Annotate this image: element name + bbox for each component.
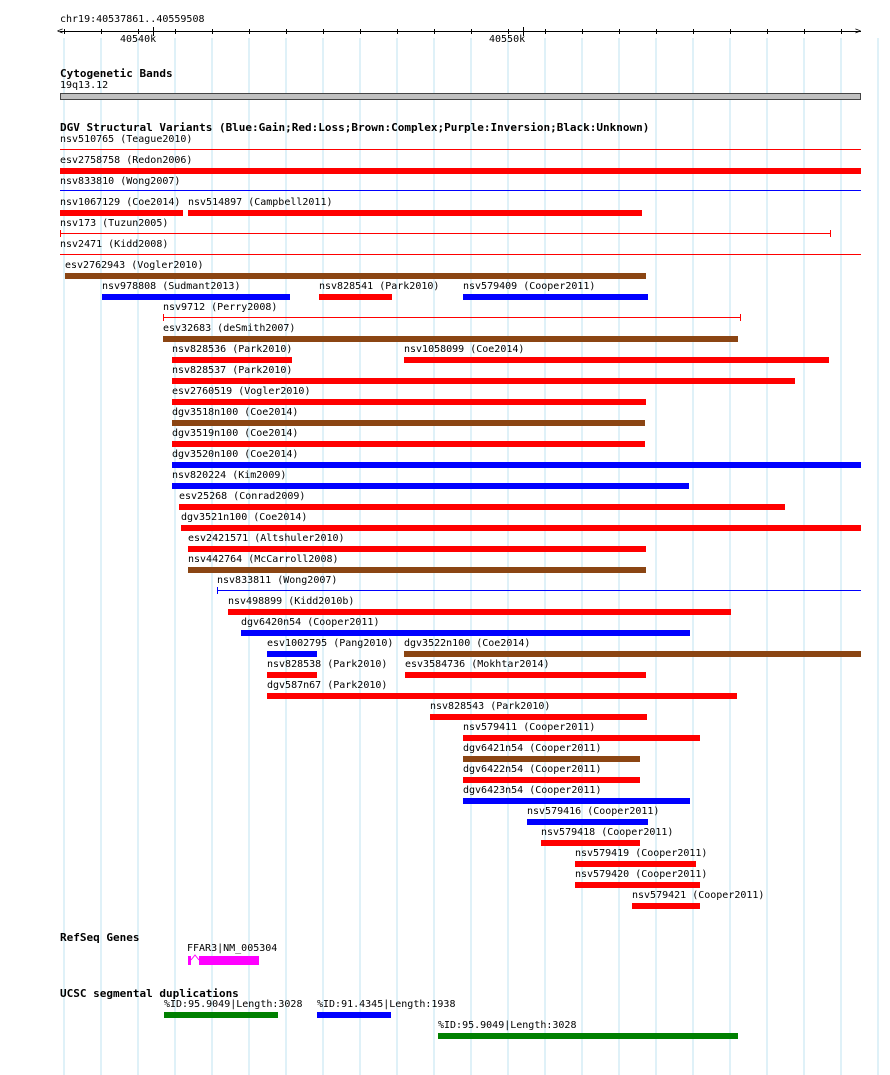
dgv-feature-label: nsv828538 (Park2010) [267,659,388,670]
dgv-feature-label: esv1002795 (Pang2010) [267,638,394,649]
dgv-feature-bar [163,317,741,318]
ruler-left-arrow: < [57,26,64,37]
ruler-tick [397,29,398,34]
dgv-feature-label: nsv579421 (Cooper2011) [632,890,765,901]
dgv-feature-bar [60,210,183,216]
ruler-tick-label: 40550k [489,34,526,45]
dgv-feature-label: dgv3519n100 (Coe2014) [172,428,299,439]
dgv-feature-bar [228,609,731,615]
ruler-tick [841,29,842,34]
dgv-feature-label: nsv828541 (Park2010) [319,281,440,292]
dgv-feature-bar [172,378,795,384]
dgv-feature-cap [830,230,831,237]
dgv-feature-cap [217,587,218,594]
refseq-track-title: RefSeq Genes [60,931,140,944]
ruler-tick [101,29,102,34]
dgv-feature-bar [60,233,831,234]
ruler-tick [730,29,731,34]
dgv-feature-bar [404,357,829,363]
ruler-tick [767,29,768,34]
ruler-tick [804,29,805,34]
gene-exon [199,956,259,965]
segdup-bar[interactable] [164,1012,278,1018]
segdup-label: %ID:91.4345|Length:1938 [317,999,456,1010]
dgv-feature-label: nsv833811 (Wong2007) [217,575,338,586]
dgv-feature-label: dgv6422n54 (Cooper2011) [463,764,602,775]
dgv-feature-bar [60,149,861,150]
dgv-feature-label: dgv3521n100 (Coe2014) [181,512,308,523]
ruler-tick [323,29,324,34]
dgv-feature-bar [188,546,646,552]
ruler-tick [693,29,694,34]
ruler-tick [471,29,472,34]
dgv-feature-bar [181,525,861,531]
dgv-feature-label: nsv579418 (Cooper2011) [541,827,674,838]
dgv-feature-bar [60,254,861,255]
dgv-feature-label: dgv6421n54 (Cooper2011) [463,743,602,754]
dgv-feature-bar [319,294,392,300]
dgv-feature-label: nsv510765 (Teague2010) [60,134,193,145]
dgv-feature-bar [188,210,642,216]
dgv-feature-bar [102,294,290,300]
dgv-feature-bar [65,273,646,279]
dgv-feature-label: dgv3518n100 (Coe2014) [172,407,299,418]
dgv-feature-label: esv2762943 (Vogler2010) [65,260,204,271]
dgv-feature-bar [241,630,690,636]
dgv-feature-bar [575,861,696,867]
dgv-feature-label: nsv579409 (Cooper2011) [463,281,596,292]
dgv-feature-bar [188,567,646,573]
cytoband-track-title: Cytogenetic Bands [60,67,173,80]
dgv-feature-label: nsv173 (Tuzun2005) [60,218,169,229]
dgv-feature-label: nsv514897 (Campbell2011) [188,197,333,208]
dgv-feature-bar [60,190,861,191]
dgv-feature-label: esv2760519 (Vogler2010) [172,386,311,397]
dgv-feature-label: nsv978808 (Sudmant2013) [102,281,241,292]
gene-label: FFAR3|NM_005304 [187,943,278,954]
dgv-feature-label: nsv828543 (Park2010) [430,701,551,712]
dgv-track-title: DGV Structural Variants (Blue:Gain;Red:Loss;Brown:Complex;Purple:Inversion;Black:Unknown) [60,121,650,134]
ruler-tick [64,29,65,34]
cytoband-bar[interactable] [60,93,861,100]
dgv-feature-label: dgv6423n54 (Cooper2011) [463,785,602,796]
dgv-feature-label: esv2421571 (Altshuler2010) [188,533,345,544]
segdup-bar[interactable] [317,1012,391,1018]
dgv-feature-bar [172,399,646,405]
dgv-feature-cap [163,314,164,321]
dgv-feature-label: nsv828537 (Park2010) [172,365,293,376]
ruler-tick [545,29,546,34]
dgv-feature-bar [463,798,690,804]
dgv-feature-bar [267,651,317,657]
dgv-feature-label: esv32683 (deSmith2007) [163,323,296,334]
dgv-feature-bar [463,294,648,300]
segdup-bar[interactable] [438,1033,738,1039]
dgv-feature-bar [405,672,646,678]
ruler-tick [360,29,361,34]
ruler-tick-label: 40540k [120,34,157,45]
ruler-tick [619,29,620,34]
dgv-feature-label: nsv442764 (McCarroll2008) [188,554,339,565]
ruler-tick [434,29,435,34]
ruler-tick [175,29,176,34]
dgv-feature-cap [60,230,61,237]
dgv-feature-label: nsv2471 (Kidd2008) [60,239,169,250]
dgv-feature-label: nsv828536 (Park2010) [172,344,293,355]
dgv-feature-label: dgv587n67 (Park2010) [267,680,388,691]
dgv-feature-label: nsv579420 (Cooper2011) [575,869,708,880]
dgv-feature-bar [575,882,700,888]
dgv-feature-bar [179,504,785,510]
dgv-feature-label: nsv498899 (Kidd2010b) [228,596,355,607]
dgv-feature-bar [463,756,640,762]
ruler-right-arrow: > [855,26,862,37]
dgv-feature-bar [172,420,645,426]
dgv-feature-bar [172,441,645,447]
ruler-tick [286,29,287,34]
dgv-feature-bar [267,672,317,678]
ruler-axis [60,31,861,32]
dgv-feature-bar [541,840,640,846]
ruler-tick [582,29,583,34]
dgv-feature-label: nsv579416 (Cooper2011) [527,806,660,817]
dgv-feature-bar [463,735,700,741]
dgv-feature-bar [60,168,861,174]
dgv-feature-bar [267,693,737,699]
dgv-feature-label: nsv9712 (Perry2008) [163,302,278,313]
dgv-feature-label: dgv6420n54 (Cooper2011) [241,617,380,628]
dgv-feature-bar [172,357,292,363]
dgv-feature-bar [404,651,861,657]
dgv-feature-label: nsv1067129 (Coe2014) [60,197,181,208]
ruler-tick [212,29,213,34]
dgv-feature-bar [217,590,861,591]
dgv-feature-label: esv25268 (Conrad2009) [179,491,306,502]
cytoband-label: 19q13.12 [60,80,109,91]
dgv-feature-label: nsv820224 (Kim2009) [172,470,287,481]
dgv-feature-bar [527,819,648,825]
dgv-feature-bar [172,483,689,489]
location-label: chr19:40537861..40559508 [60,14,205,25]
dgv-feature-bar [163,336,738,342]
segdup-track-title: UCSC segmental duplications [60,987,239,1000]
dgv-feature-bar [430,714,647,720]
dgv-feature-label: nsv1058099 (Coe2014) [404,344,525,355]
dgv-feature-bar [172,462,861,468]
dgv-feature-label: esv2758758 (Redon2006) [60,155,193,166]
dgv-feature-bar [463,777,640,783]
segdup-label: %ID:95.9049|Length:3028 [164,999,303,1010]
dgv-feature-label: esv3584736 (Mokhtar2014) [405,659,550,670]
dgv-feature-cap [740,314,741,321]
dgv-feature-label: nsv833810 (Wong2007) [60,176,181,187]
dgv-feature-label: nsv579419 (Cooper2011) [575,848,708,859]
dgv-feature-bar [632,903,700,909]
dgv-feature-label: dgv3520n100 (Coe2014) [172,449,299,460]
dgv-feature-label: nsv579411 (Cooper2011) [463,722,596,733]
ruler-tick [656,29,657,34]
segdup-label: %ID:95.9049|Length:3028 [438,1020,577,1031]
ruler-tick [249,29,250,34]
dgv-feature-label: dgv3522n100 (Coe2014) [404,638,531,649]
